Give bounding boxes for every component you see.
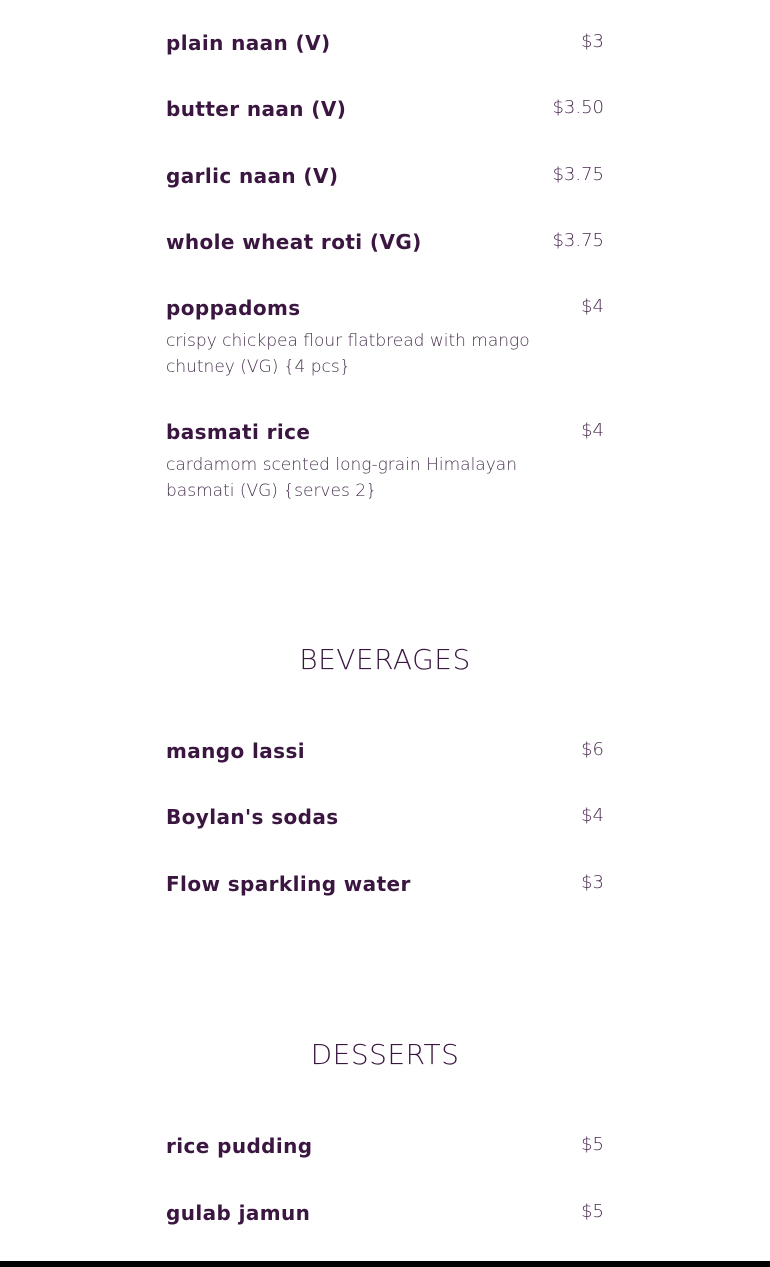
item-name: Flow sparkling water [166,872,411,896]
item-price: $3 [581,31,604,52]
section-title-desserts: DESSERTS [310,1038,460,1071]
section-title-beverages: BEVERAGES [299,643,471,676]
item-name: basmati rice [166,420,311,444]
menu-item [166,739,604,763]
item-price: $3.50 [552,97,604,118]
menu-item [166,872,604,896]
item-price: $3.75 [552,230,604,251]
menu-item [166,296,604,380]
menu-item [166,164,604,188]
menu-item [166,31,604,55]
menu-item [166,805,604,829]
item-price: $4 [581,805,604,826]
item-price: $3.75 [552,164,604,185]
item-name: Boylan's sodas [166,805,339,829]
item-name: poppadoms [166,296,301,320]
item-price: $4 [581,420,604,441]
item-name: garlic naan (V) [166,164,339,188]
bottom-border [0,1261,770,1267]
menu-item [166,97,604,121]
item-name: gulab jamun [166,1201,311,1225]
item-description: cardamom scented long-grain Himalayan basmati (VG) {serves 2} [166,455,517,501]
item-price: $4 [581,296,604,317]
item-price: $5 [581,1134,604,1155]
menu-item [166,1201,604,1225]
item-name: whole wheat roti (VG) [166,230,422,254]
item-name: butter naan (V) [166,97,347,121]
menu-item [166,1134,604,1158]
item-name: plain naan (V) [166,31,331,55]
item-price: $5 [581,1201,604,1222]
menu-item [166,230,604,254]
item-price: $6 [581,739,604,760]
menu-item [166,420,604,504]
item-name: rice pudding [166,1134,313,1158]
item-price: $3 [581,872,604,893]
item-name: mango lassi [166,739,306,763]
item-description: crispy chickpea flour flatbread with mango chutney (VG) {4 pcs} [166,331,530,377]
